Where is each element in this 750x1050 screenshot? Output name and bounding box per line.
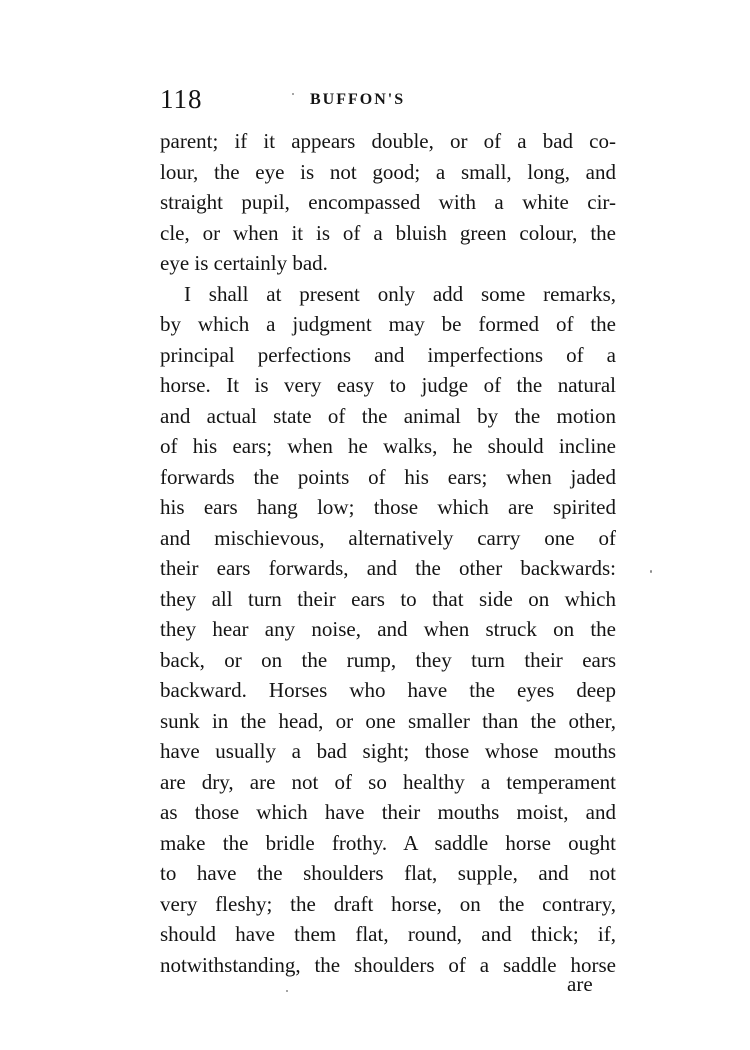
text-line: straight pupil, encompassed with a white cir-: [160, 190, 616, 214]
text-line: lour, the eye is not good; a small, long, and: [160, 159, 616, 184]
text-line: they hear any noise, and when struck on the: [160, 617, 616, 641]
text-line: very fleshy; the draft horse, on the contrary,: [160, 891, 616, 916]
text-line: back, or on the rump, they turn their ears: [160, 647, 616, 672]
text-line: are dry, are not of so healthy a temperament: [160, 769, 616, 794]
running-head: BUFFON'S: [310, 91, 406, 108]
text-line: backward. Horses who have the eyes deep: [160, 678, 616, 702]
text-line: make the bridle frothy. A saddle horse ought: [160, 830, 616, 855]
text-line: horse. It is very easy to judge of the natural: [160, 373, 616, 397]
text-line: of his ears; when he walks, he should incline: [160, 434, 616, 458]
ink-speck: [286, 990, 288, 992]
text-line: by which a judgment may be formed of the: [160, 312, 616, 336]
text-line: should have them flat, round, and thick; if,: [160, 922, 616, 946]
ink-speck: [650, 570, 652, 573]
text-line: eye is certainly bad.: [160, 251, 328, 275]
catchword: are: [567, 972, 593, 996]
text-line: have usually a bad sight; those whose mouths: [160, 739, 616, 763]
text-line: sunk in the head, or one smaller than the other,: [160, 708, 616, 733]
text-line: and mischievous, alternatively carry one of: [160, 525, 616, 550]
text-line: notwithstanding, the shoulders of a saddle horse: [160, 952, 616, 977]
page-number: 118: [160, 84, 203, 114]
text-line: parent; if it appears double, or of a bad co-: [160, 129, 616, 153]
paragraph-start-line: I shall at present only add some remarks,: [184, 281, 616, 306]
text-line: and actual state of the animal by the motion: [160, 403, 616, 428]
text-line: their ears forwards, and the other backwards:: [160, 556, 616, 580]
page-header: [160, 84, 620, 118]
body-text: [160, 126, 616, 980]
text-line: to have the shoulders flat, supple, and not: [160, 861, 616, 885]
text-line: his ears hang low; those which are spirited: [160, 495, 616, 519]
text-line: cle, or when it is of a bluish green colour, the: [160, 220, 616, 245]
text-line: they all turn their ears to that side on which: [160, 586, 616, 611]
text-line: principal perfections and imperfections of a: [160, 342, 616, 367]
text-line: forwards the points of his ears; when jaded: [160, 464, 616, 489]
text-line: as those which have their mouths moist, and: [160, 800, 616, 824]
ink-speck: [292, 93, 294, 95]
